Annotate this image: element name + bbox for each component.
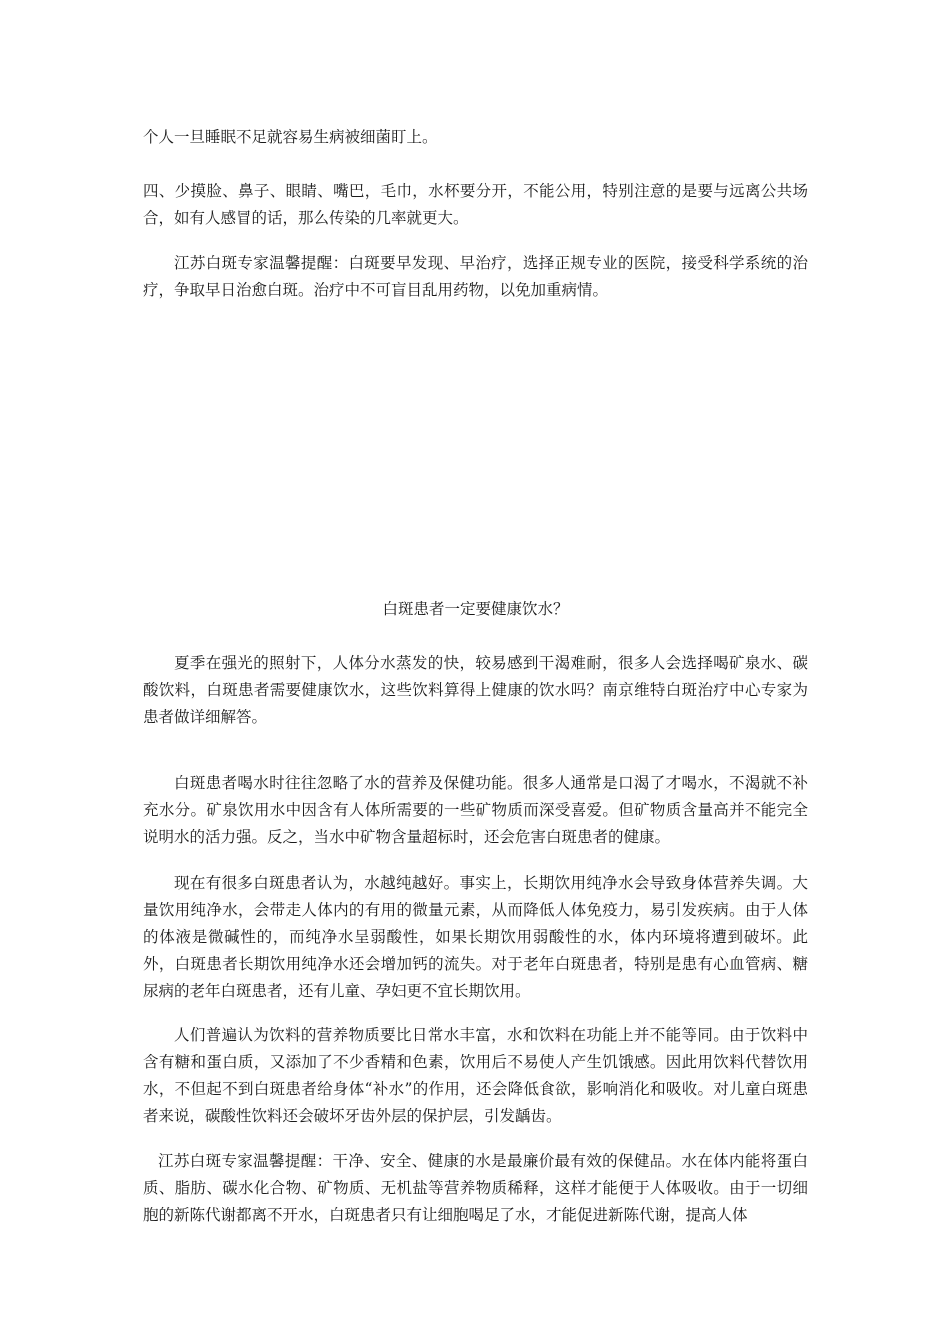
- paragraph-mineral-water: 白斑患者喝水时往往忽略了水的营养及保健功能。很多人通常是口渴了才喝水，不渴就不补充水分。矿泉饮用水中因含有人体所需要的一些矿物质而深受喜爱。但矿物质含量高并不能完全说明水的活力强。反之，当水中矿物含量超标时，还会危害白斑患者的健康。: [143, 774, 808, 846]
- page1-reminder-paragraph: 江苏白斑专家温馨提醒：白斑要早发现、早治疗，选择正规专业的医院，接受科学系统的治疗，争取早日治愈白斑。治疗中不可盲目乱用药物，以免加重病情。: [143, 254, 808, 299]
- point-four-paragraph: 四、少摸脸、鼻子、眼睛、嘴巴，毛巾，水杯要分开，不能公用，特别注意的是要与远离公共场合，如有人感冒的话，那么传染的几率就更大。: [143, 182, 808, 227]
- article-title: 白斑患者一定要健康饮水？: [382, 600, 569, 618]
- paragraph-beverages: 人们普遍认为饮料的营养物质要比日常水丰富，水和饮料在功能上并不能等同。由于饮料中含有糖和蛋白质，又添加了不少香精和色素，饮用后不易使人产生饥饿感。因此用饮料代替饮用水，不但起不到白斑患者给身体“补水”的作用，还会降低食欲，影响消化和吸收。对儿童白斑患者来说，碳酸性饮料还会破坏牙齿外层的保护层，引发龋齿。: [143, 1026, 808, 1125]
- article-reminder-paragraph: 江苏白斑专家温馨提醒：干净、安全、健康的水是最廉价最有效的保健品。水在体内能将蛋白质、脂肪、碳水化合物、矿物质、无机盐等营养物质稀释，这样才能便于人体吸收。由于一切细胞的新陈代谢都离不开水，白斑患者只有让细胞喝足了水，才能促进新陈代谢，提高人体: [143, 1152, 808, 1224]
- text-line-sleep: 个人一旦睡眠不足就容易生病被细菌盯上。: [143, 128, 438, 146]
- paragraph-pure-water: 现在有很多白斑患者认为，水越纯越好。事实上，长期饮用纯净水会导致身体营养失调。大量饮用纯净水，会带走人体内的有用的微量元素，从而降低人体免疫力，易引发疾病。由于人体的体液是微碱性的，而纯净水呈弱酸性，如果长期饮用弱酸性的水，体内环境将遭到破坏。此外，白斑患者长期饮用纯净水还会增加钙的流失。对于老年白斑患者，特别是患有心血管病、糖尿病的老年白斑患者，还有儿童、孕妇更不宜长期饮用。: [143, 874, 808, 1000]
- intro-paragraph: 夏季在强光的照射下，人体分水蒸发的快，较易感到干渴难耐，很多人会选择喝矿泉水、碳酸饮料，白斑患者需要健康饮水，这些饮料算得上健康的饮水吗？南京维特白斑治疗中心专家为患者做详细解答。: [143, 654, 808, 726]
